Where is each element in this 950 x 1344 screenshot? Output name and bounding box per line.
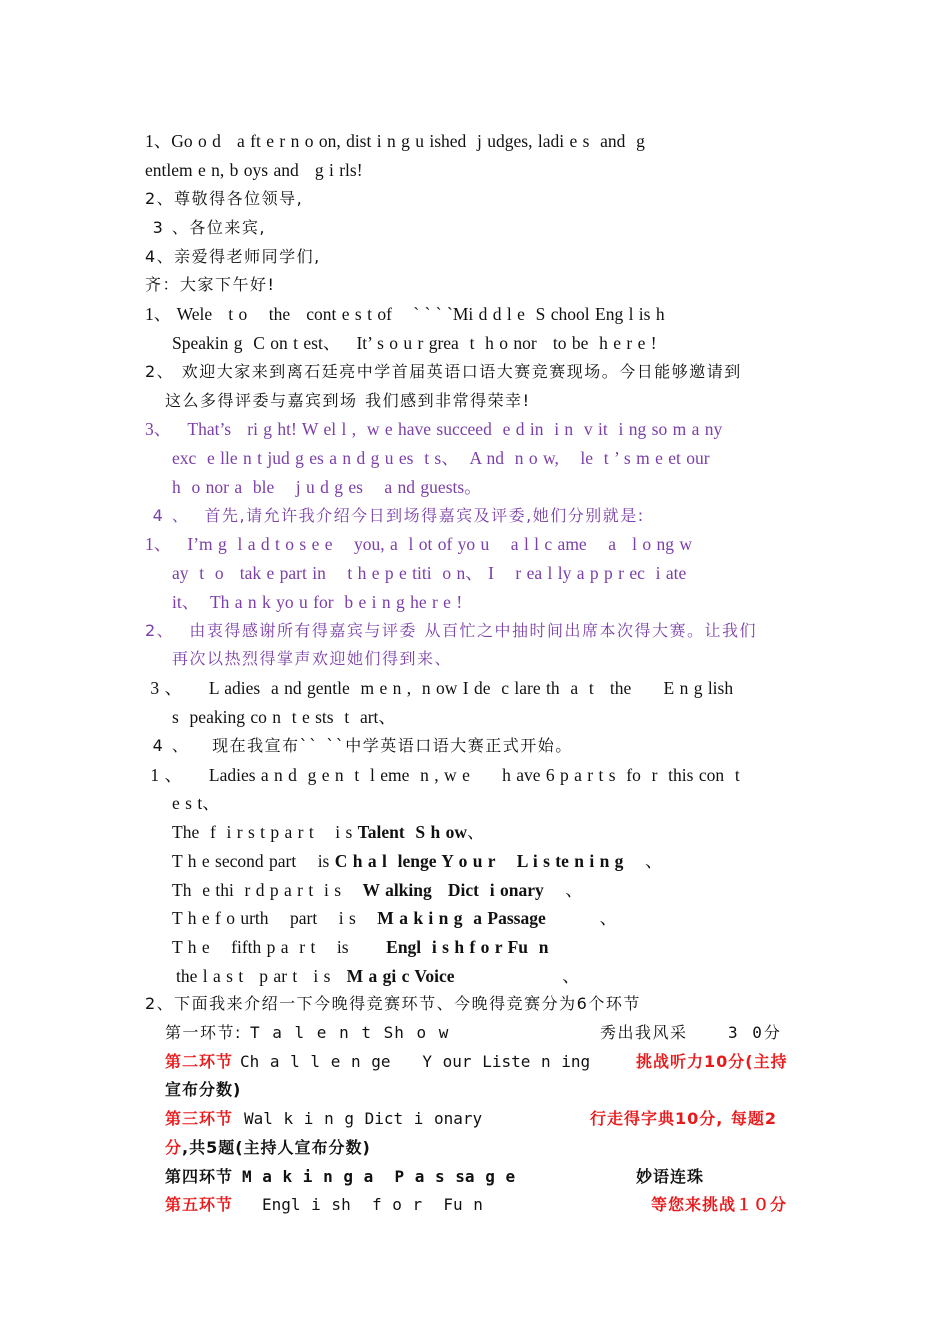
line-purple-cn-thanks-2: 再次以热烈得掌声欢迎她们得到来、 bbox=[172, 649, 453, 668]
line-segment-3-cont: 分,共5题(主持人宣布分数) bbox=[165, 1138, 371, 1157]
line-greeting-1: 1、Go o d a ft e r n o on, dist i n g u ished j udges, ladi e s and g bbox=[145, 131, 645, 151]
line-part-6: the l a s t p ar t i s M a gi c Voice 、 bbox=[176, 966, 580, 986]
line-part-3: Th e thi r d p a r t i s W alking Dict i onary 、 bbox=[172, 880, 583, 900]
line-purple-cn-thanks-1: 2、 由衷得感谢所有得嘉宾与评委 从百忙之中抽时间出席本次得大赛。让我们 bbox=[145, 621, 757, 640]
line-greeting-1-cont: entlem e n, b oys and g i rls! bbox=[145, 160, 363, 180]
line-greeting-4: 4、亲爱得老师同学们, bbox=[145, 247, 321, 266]
line-declare-en-1: 3 、 L adies a nd gentle m e n , n ow I de c lare th a t the E n g lish bbox=[145, 678, 734, 698]
line-purple-en-5: ay t o tak e part in t h e p e titi o n、 I r ea l ly a p p r ec i ate bbox=[172, 563, 687, 583]
line-declare-en-2: s peaking co n t e sts t art、 bbox=[172, 707, 396, 727]
line-purple-en-1: 3、 That’s ri g ht! W el l , w e have succeed e d in i n v it i ng so m a ny bbox=[145, 419, 723, 439]
line-segments-intro: 2、下面我来介绍一下今晚得竞赛环节、今晚得竞赛分为6个环节 bbox=[145, 994, 641, 1013]
line-declare-cn: 4 、 现在我宣布`` ``中学英语口语大赛正式开始。 bbox=[145, 736, 573, 755]
line-purple-en-3: h o nor a ble j u d g es a nd guests。 bbox=[172, 477, 482, 497]
line-purple-en-6: it、 Th a n k yo u for b e i n g he r e ! bbox=[172, 592, 463, 612]
line-segment-1: 第一环节: T a l e n t Sh o w 秀出我风采 3 0分 bbox=[165, 1023, 782, 1042]
line-purple-en-2: exc e lle n t jud g es a n d g u es t s、 A nd n o w, le t ’ s m e et our bbox=[172, 448, 710, 468]
line-purple-cn-intro: 4 、 首先,请允许我介绍今日到场得嘉宾及评委,她们分别就是: bbox=[145, 506, 645, 525]
line-part-4: T h e f o urth part i s M a k i n g a Passage 、 bbox=[172, 908, 617, 928]
line-purple-en-4: 1、 I’m g l a d t o s e e you, a l ot of yo u a l l c ame a l o ng w bbox=[145, 534, 692, 554]
line-segment-4: 第四环节 M a k i n g a P a s sa g e 妙语连珠 bbox=[165, 1167, 705, 1186]
line-greeting-2: 2、尊敬得各位领导, bbox=[145, 189, 304, 208]
line-segment-3: 第三环节 Wal k i n g Dict i onary 行走得字典10分, 每题2 bbox=[165, 1109, 778, 1128]
line-segment-5: 第五环节 Engl i sh f o r Fu n 等您来挑战１０分 bbox=[165, 1195, 788, 1214]
line-welcome-cn-2: 这么多得评委与嘉宾到场 我们感到非常得荣幸! bbox=[165, 391, 531, 410]
line-greeting-3: 3 、各位来宾, bbox=[145, 218, 266, 237]
line-part-1: The f i r s t p a r t i s Talent S h ow、 bbox=[172, 822, 485, 842]
line-part-5: T h e fifth p a r t is Engl i s h f o r Fu n bbox=[172, 937, 549, 957]
line-segment-2: 第二环节 Ch a l l e n ge Y our Liste n ing 挑战听力10分(主持 bbox=[165, 1052, 788, 1071]
line-greeting-all: 齐：大家下午好! bbox=[145, 275, 276, 294]
line-segment-2-cont: 宣布分数) bbox=[165, 1080, 242, 1099]
line-welcome-en-2: Speakin g C on t est、 It’ s o u r grea t h o nor to be h e r e ! bbox=[172, 333, 657, 353]
line-parts-intro-1: 1 、 Ladies a n d g e n t l eme n , w e h ave 6 p a r t s fo r this con t bbox=[145, 765, 740, 785]
line-part-2: T h e second part is C h a l lenge Y o u r L i s te n i n g 、 bbox=[172, 851, 663, 871]
line-parts-intro-2: e s t、 bbox=[172, 793, 220, 813]
line-welcome-en-1: 1、 Wele t o the cont e s t of ` ` ` `Mi d d l e S chool Eng l is h bbox=[145, 304, 665, 324]
line-welcome-cn-1: 2、 欢迎大家来到离石廷亮中学首届英语口语大赛竞赛现场。今日能够邀请到 bbox=[145, 362, 742, 381]
